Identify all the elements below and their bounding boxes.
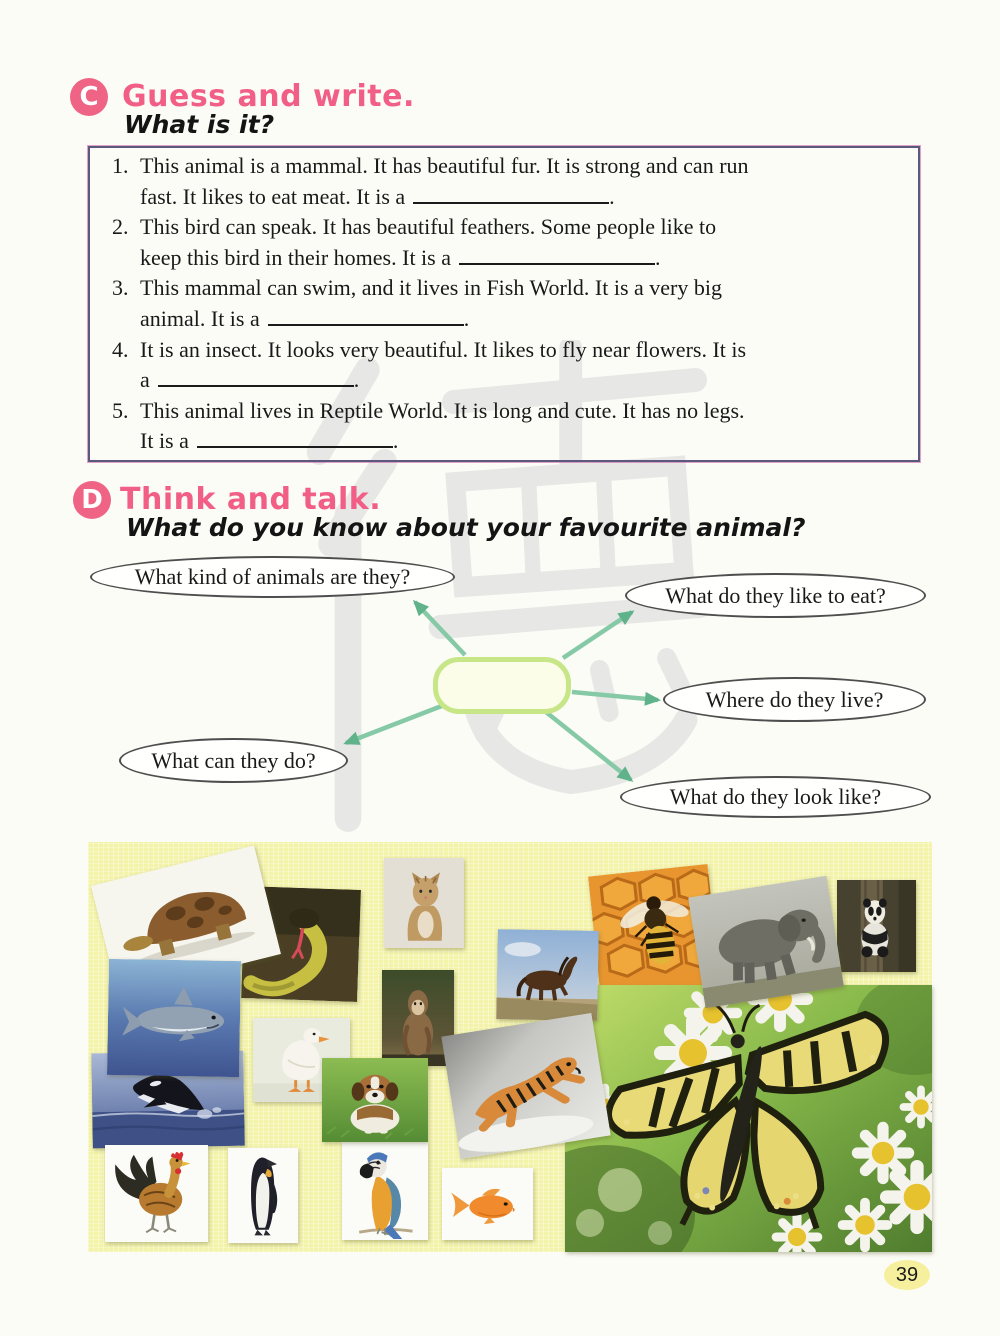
bubble-live: Where do they live? bbox=[663, 677, 926, 722]
riddle-number: 2. bbox=[112, 214, 129, 240]
mindmap-center-box[interactable] bbox=[433, 657, 571, 714]
page-number bbox=[884, 1260, 930, 1290]
section-c-subtitle: What is it? bbox=[124, 110, 275, 139]
penguin-photo bbox=[228, 1148, 298, 1243]
riddle-line: animal. It is a bbox=[140, 305, 260, 331]
riddle-item-5 bbox=[90, 396, 918, 457]
answer-blank-3[interactable] bbox=[268, 310, 464, 326]
answer-blank-2[interactable] bbox=[459, 249, 655, 265]
riddle-number: 1. bbox=[112, 153, 129, 178]
shark-photo bbox=[107, 959, 241, 1077]
section-d-badge-letter: D bbox=[81, 485, 103, 515]
riddle-number: 3. bbox=[112, 275, 129, 301]
riddle-period: . bbox=[392, 428, 399, 454]
section-d-title: Think and talk. bbox=[120, 482, 382, 517]
elephant-photo bbox=[688, 876, 844, 1009]
riddle-line: a bbox=[140, 367, 150, 393]
animal-collage bbox=[88, 842, 932, 1252]
bubble-look: What do they look like? bbox=[620, 776, 931, 818]
horse-photo bbox=[496, 929, 599, 1021]
riddle-line: This bird can speak. It has beautiful feathers. Some people like to bbox=[140, 214, 717, 240]
riddle-period: . bbox=[353, 367, 360, 393]
riddle-item-3 bbox=[90, 273, 918, 334]
riddle-box bbox=[88, 146, 920, 462]
riddle-line: This animal is a mammal. It has beautiful fur. It is strong and can run bbox=[140, 153, 749, 178]
riddle-line: It is a bbox=[140, 428, 189, 454]
answer-blank-4[interactable] bbox=[158, 371, 354, 387]
tiger-photo bbox=[441, 1013, 611, 1159]
section-c-title: Guess and write. bbox=[122, 79, 415, 114]
riddle-line: It is an insect. It looks very beautiful. It likes to fly near flowers. It is bbox=[140, 336, 747, 362]
riddle-number: 4. bbox=[112, 336, 129, 362]
kitten-photo bbox=[384, 858, 464, 948]
bubble-do: What can they do? bbox=[119, 738, 348, 783]
riddle-line: fast. It likes to eat meat. It is a bbox=[140, 183, 406, 209]
answer-blank-5[interactable] bbox=[197, 432, 393, 448]
rooster-photo bbox=[105, 1145, 208, 1242]
riddle-item-2 bbox=[90, 212, 918, 273]
section-c-badge-letter: C bbox=[79, 82, 99, 112]
riddle-period: . bbox=[609, 183, 615, 209]
riddle-line: This animal lives in Reptile World. It is long and cute. It has no legs. bbox=[140, 397, 745, 423]
answer-blank-1[interactable] bbox=[413, 188, 609, 204]
goldfish-photo bbox=[442, 1168, 533, 1240]
bubble-kind: What kind of animals are they? bbox=[90, 556, 455, 598]
riddle-line: keep this bird in their homes. It is a bbox=[140, 244, 451, 270]
riddle-line: This mammal can swim, and it lives in Fish World. It is a very big bbox=[140, 275, 722, 301]
riddle-period: . bbox=[655, 244, 661, 270]
riddle-number: 5. bbox=[112, 397, 129, 423]
bubble-eat: What do they like to eat? bbox=[625, 573, 926, 618]
parrot-photo bbox=[342, 1142, 428, 1240]
section-d-badge bbox=[73, 481, 111, 519]
butterfly-photo bbox=[565, 985, 932, 1252]
riddle-item-4 bbox=[90, 335, 918, 396]
beagle-photo bbox=[322, 1058, 428, 1142]
page-number-value: 39 bbox=[895, 1263, 919, 1286]
section-d-subtitle: What do you know about your favourite animal? bbox=[126, 513, 806, 542]
riddle-period: . bbox=[463, 305, 470, 331]
panda-photo bbox=[837, 880, 916, 972]
section-c-badge bbox=[70, 78, 108, 116]
riddle-item-1 bbox=[90, 151, 918, 212]
